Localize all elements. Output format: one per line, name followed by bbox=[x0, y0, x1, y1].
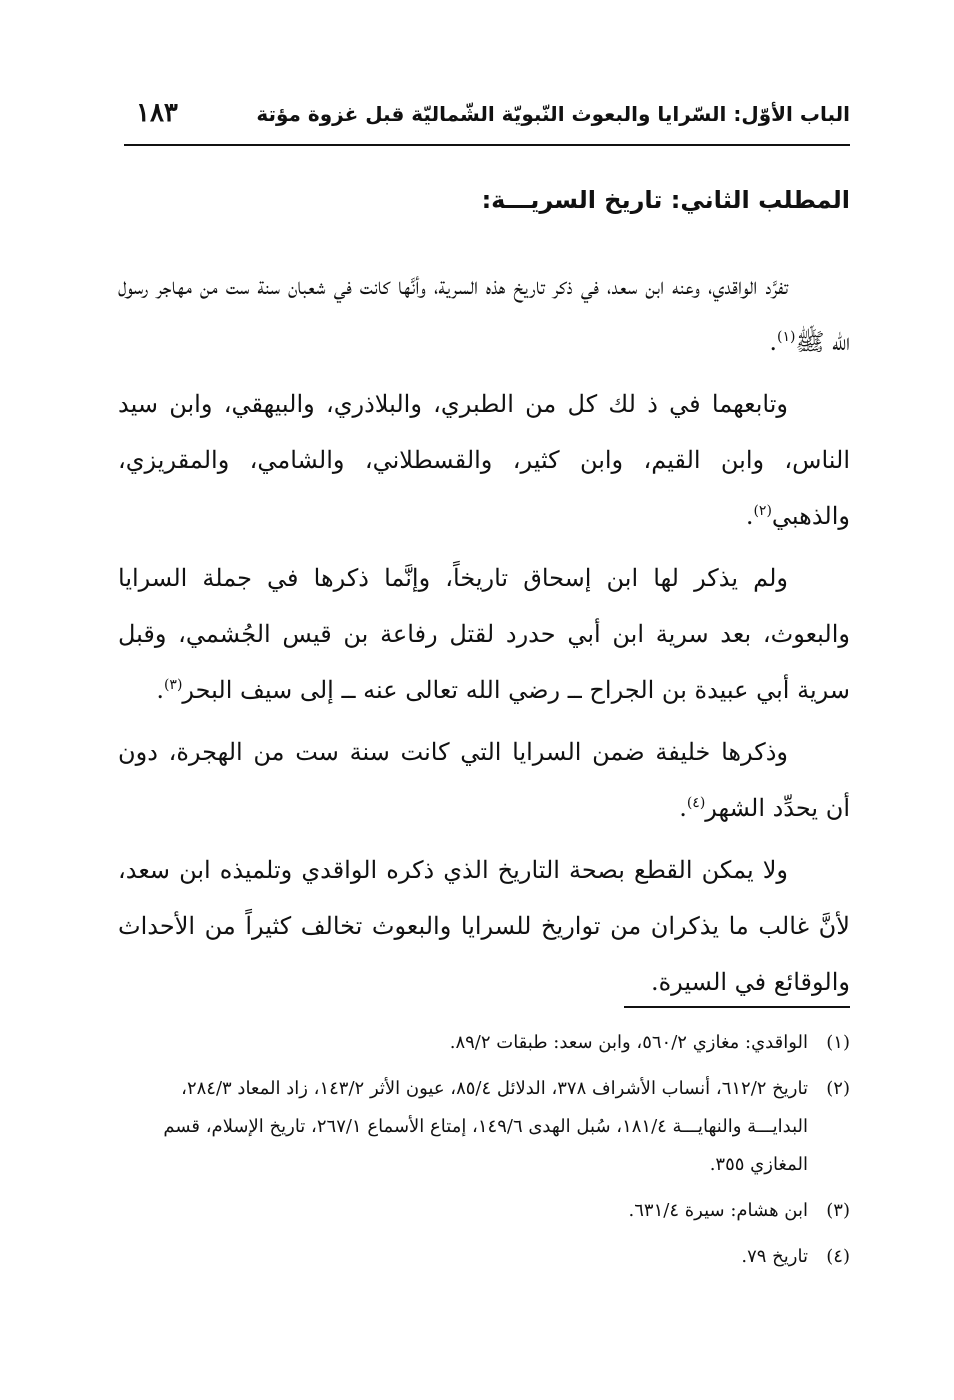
footnote-text: تاريخ ٧٩. bbox=[741, 1246, 808, 1267]
footnote-number: (٤) bbox=[826, 1246, 850, 1267]
footnote-ref: (٣) bbox=[163, 677, 183, 693]
footnote-text: ابن هشام: سيرة ٦٣١/٤. bbox=[628, 1200, 808, 1221]
footnote-separator bbox=[624, 1006, 850, 1008]
paragraph-end: . bbox=[769, 328, 777, 356]
paragraph-end: . bbox=[156, 676, 164, 704]
footnote bbox=[118, 1024, 850, 1062]
footnote-number: (٢) bbox=[826, 1078, 850, 1099]
footnote bbox=[118, 1070, 850, 1184]
paragraph-text: وتابعهما في ذ لك كل من الطبري، والبلاذري، والبيهقي، وابن سيد الناس، وابن القيم، وابن كثير، والقسطلاني، والشامي، والمقريزي، والذهبي bbox=[118, 390, 850, 530]
footnote-ref: (٢) bbox=[753, 503, 772, 519]
footnotes bbox=[118, 1024, 850, 1284]
paragraph-text: ولم يذكر لها ابن إسحاق تاريخاً، وإنَّما ذكرها في جملة السرايا والبعوث، بعد سرية ابن أبي حدرد لقتل رفاعة بن قيس الجُشمي، وقبل سرية أبي عبيدة بن الجراح ــ رضي الله تعالى عنه ــ إلى سيف البحر bbox=[118, 564, 850, 704]
paragraph-end: . bbox=[679, 794, 687, 822]
paragraph-text: تفرَّد الواقدي، وعنه ابن سعد، في ذكر تاريخ هذه السرية، وأنَّها كانت في شعبان سنة ست من مهاجر رسول الله ﷺ bbox=[118, 272, 850, 356]
paragraph bbox=[118, 550, 850, 718]
footnote-text: تاريخ ٦١٢/٢، أنساب الأشراف ٣٧٨، الدلائل ٨٥/٤، عيون الأثر ١٤٣/٢، زاد المعاد ٢٨٤/٣، البدايـــة والنهايـــة ١٨١/٤، سُبل الهدى ١٤٩/٦، إمتاع الأسماع ٢٦٧/١، تاريخ الإسلام، قسم المغازي ٣٥٥. bbox=[163, 1078, 808, 1175]
page-number: ١٨٣ bbox=[136, 98, 178, 128]
footnote-text: الواقدي: مغازي ٥٦٠/٢، وابن سعد: طبقات ٨٩/٢. bbox=[449, 1032, 808, 1053]
footnote bbox=[118, 1238, 850, 1276]
footnote-number: (١) bbox=[826, 1032, 850, 1053]
paragraph bbox=[118, 376, 850, 544]
body-text bbox=[118, 258, 850, 1016]
paragraph-text: وذكرها خليفة ضمن السرايا التي كانت سنة ست من الهجرة، دون أن يحدِّد الشهر bbox=[118, 738, 850, 822]
footnote bbox=[118, 1192, 850, 1230]
paragraph bbox=[118, 724, 850, 836]
footnote-number: (٣) bbox=[826, 1200, 850, 1221]
footnote-ref: (٤) bbox=[686, 795, 706, 811]
paragraph-end: . bbox=[745, 502, 754, 530]
chapter-title: الباب الأوّل: السّرايا والبعوث النّبويّة الشّماليّة قبل غزوة مؤتة bbox=[256, 102, 850, 126]
running-header bbox=[124, 96, 850, 146]
section-heading: المطلب الثاني: تاريخ السريـــة: bbox=[481, 186, 850, 214]
paragraph bbox=[118, 258, 850, 370]
paragraph bbox=[118, 842, 850, 1010]
footnote-ref: (١) bbox=[776, 329, 796, 345]
paragraph-text: ولا يمكن القطع بصحة التاريخ الذي ذكره الواقدي وتلميذه ابن سعد، لأنَّ غالب ما يذكران من تواريخ للسرايا والبعوث تخالف كثيراً من الأحداث والوقائع في السيرة. bbox=[118, 856, 850, 996]
